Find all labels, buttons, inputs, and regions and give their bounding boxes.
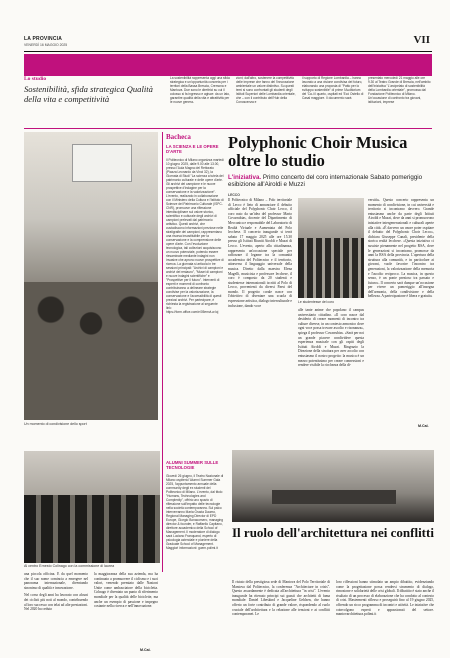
main-story-col-1: Il Politecnico di Milano – Polo territoriale di Lecco è lieto di annunciare il debutto ufficiale del Polyphonic Choir Lecco, il coro nato da un'idea del professor Mario Covarrubias, docente del Dipartimento di Meccanica e responsabile del Laboratorio di Realtà Virtuale e Aumentata del Polo lecchese. Il concerto inaugurale si terrà sabato 17 maggio 2025 alle ore 15.30 presso gli Istituti Riuniti Airoldi e Muzzi di Lecco. L'evento, aperto alla cittadinanza, rappresenta un'occasione speciale per rafforzare il legame tra la comunità accademica del Politecnico e il territorio, attraverso il linguaggio universale della musica. Diretto dalla maestra Elena Magelli, musicista e professore lecchese, il coro è composto da 20 studenti e studentesse internazionali iscritti al Polo di Lecco, provenienti da diversi Paesi del mondo. Il progetto corale nasce con l'obiettivo di diventare una scuola di espressione artistica, dialogo interculturale e inclusione, dando voce [228, 198, 292, 308]
second-story-col-2: loro riflessioni hanno stimolato un ampio dibattito, evidenziando come la progettazione possa rendersi strumento di dialogo, rimozione e solidarietà delle crisi globali. Il dibattito è stato anche il risultato di un processo di elaborazione che ha condotto al contesto di crisi. Mastermenti riflesso e proseguirà fino al 19 giugno 2025, offrendo un ricco programma di incontri e attività. Le iniziative che coinvolgono esperti e appassionati del settore. mantovarchitettura.polimi.it [336, 580, 434, 617]
top-story-rule [24, 128, 432, 129]
conference-photo [24, 132, 158, 420]
main-story-col-2: alle tante anime che popolano il campus universitario cittadino. «Il coro nasce dal desiderio di creare momenti di incontro tra culture diverse, in un contesto armonico dove ogni voce possa trovare ascolto e risonanza», spiega il professor Covarrubias. «Sarà per noi un grande piacere condividere questa esperienza musicale con gli ospiti degli Istituti Airoldi e Muzzi. Ringrazio la Direzione della struttura per aver accolto con entusiasmo il nostro progetto: la musica è un mezzo potentissimo per creare connessioni e rendere visibile la ricchezza della di- [298, 308, 364, 368]
masthead-rule [24, 51, 432, 52]
top-story-headline: Sostenibilità, sfida strategica Qualità della vita e competitività [24, 84, 153, 104]
colnago-para-2: Nel corso degli anni ha lavorato con alcuni dei ciclisti più noti al mondo, contribuendo al loro successo con telai ad alte prestazioni. Nel 2020 ha ceduto [24, 593, 88, 612]
second-story-col-1: Il ristato della prestigiosa sede di Mantova del Polo Territoriale di Mantova dal Politecnico, la conferenza "Architecture in crisis". Questo assurdamente è dedicata all'architettura "in crisi". L'evento inaugurale ha ritenuto principi sui guasti che architetti di fama mondiale: Daniel Libeskind e Jacqueline Gehlsen, che hanno offerto un forte contributo di grande valore, rispondendo al ruolo cruciale dell'architettura e la relazione alle tensioni e ai conflitti contemporanei. Le [232, 580, 330, 617]
sidebar-divider [162, 132, 163, 572]
main-story-signature: M.Cal. [418, 424, 429, 428]
main-story-col-3: versità». Questo concerto rappresenta un momento di condivisione, in cui università e territorio si incontrano davvero. Grande entusiasmo anche da parte degli Istituti Airoldi e Muzzi, dove da anni si promuovono iniziative intergenerazionali e culturali aperte alla città. «È davvero un onore poter ospitare il debutto del Polyphonic Choir Lecco», dichiara Giuseppe Canali, presidente della storica realtà lecchese. «Questa iniziativa ci sussiste pienamente nel progetto RSA, dove le generazioni si incontrano, promosse da anni la RSA della provincia. L'apertura della struttura alla comunità, e in particolare ai giovani, vuole favorire l'incontro tra generazioni, la valorizzazione della memoria e l'ascolto reciproco. La musica, in questo senso, è un ponte prezioso tra passato e futuro». Il concerto sarà dunque un'occasione per vivere un pomeriggio all'insegna dell'armonia, della condivisione e della bellezza. A partecipazione è libera e gratuita. [368, 198, 434, 299]
colnago-text: la maggioranza della sua azienda, ma ha continuato a promuovere il ciclismo e i suoi valori, venendo premiato dalle Nazioni Unite come ambasciatore della bicicletta. Colnago è diventato un punto di riferimento mondiale per la qualità delle biciclette, ma anche un esempio di passione e impegno costante nella ricerca e nell'innovazione. [94, 572, 158, 609]
main-story-kicker-strong: L'iniziativa. [228, 174, 262, 181]
photo2-caption: Al centro Ernesto Colinago con la commissione di laurea [24, 564, 115, 568]
sidebar-item-2-body: Giovedì 26 giugno, il Teatro Nazionale di Milano ospiterà l'Alumni Summer Gala 2025, l'appuntamento annuale della community degli ex studenti del Politecnico di Milano. L'evento, dal titolo "Humans, Technologies and Complexity", offrirà uno spazio di riflessione sull'impatto delle tecnologie nella società contemporanea. Sul palco interverranno Maria Grazia Daumo, Regional Managing Director di EPD Europe, Giorgio Bonacorsero, managing director & founder, e Raffaello Capitano, direttore accademico della School of Management. Il moderatore di dialogo sarà Luciano Franquand, esperto di psicologia aziendale e pioniere della Graduate School of Management. Maggiori informazioni: guem.polimi.it [166, 474, 224, 550]
sidebar-item-1-body: Il Politecnico di Milano organizza martedì 10 giugno 2025, dalle 9.00 alle 13.00, presso l'Aula Magna del Rettorato (Piazza Leonardo da Vinci 32), la Giornata di Studi "La scienza a tutela del patrimonio culturale e delle opere d'arte. Gli archivi del campione e le nuove prospettive d'indagine per la conservazione e la valorizzazione". L'evento, realizzato in collaborazione con il Ministero della Cultura e l'Istituto di Scienze del Patrimonio Culturale (ISPC-CNR), promuove una riflessione interdisciplinare sul valore storico, scientifico e culturale degli archivi di campioni prelevati dal patrimonio artistico. Questi archivi, che custodiscono informazioni preziose nelle stratigrafie dei campioni, rappresentano una risorsa insostituibile per la conservazione e la comprensione delle opere d'arte. Con l'evoluzione tecnologica, tali collezioni acquisiscono un nuovo potenziale, potendo essere riesaminate mediante indagini non invasive che aprono nuove prospettive di ricerca. La giornata si articola in tre sessioni principali: "Archivi di campioni e archivi del restauro", "Musei di campioni e nuove indagini scientifiche" e "Prospettive per il futuro". Interventi di esperti e momenti di confronto contribuiranno a delineare strategie condivise per la valorizzazione, la conservazione e l'accessibilità di questi preziosi archivi. Per partecipare, è richiesta la registrazione al seguente link: https://form.office.com/e/05emvLw.loj [166, 158, 224, 314]
top-story-col-1: La sostenibilità rappresenta oggi una sfida strategica e un'opportunità concreta per i territori della Bassa Brescia, Cremona e Mantova. Due sono le direttrici su cui il colosso si fa ingresso e agisce: da un lato, garantire qualità della vita e attrattività per le nuove genera- [170, 76, 230, 104]
paper-name: LA PROVINCIA [24, 36, 63, 42]
audience-silhouettes [24, 282, 158, 420]
main-story-kicker-text: Primo concerto del coro internazionale Sabato pomeriggio esibizione all'Airoldi e Muzzi [228, 174, 423, 189]
choir-photo [298, 198, 364, 298]
panel-table [272, 490, 396, 504]
colnago-signature: M.Cal. [140, 648, 151, 652]
top-story-col-4: presentato mercoledì 21 maggio alle ore 9.30 al Teatro Grande di Brescia, nell'ambito dell'iniziativa "L'arcipelato di sostenibilità della Lombardia orientale", promossa dal Fondazione Politecnico di Milano. Un'occasione di confronto tra giovani, istituzioni, imprese [368, 76, 431, 104]
colnago-para-1: una piccola officina. E da quel momento che il suo nome comincia a emergere nel panorama internazionale, diventando sinonimo di qualità e innovazione. [24, 572, 88, 590]
top-story-kicker: Lo studio [24, 76, 47, 82]
architecture-photo [232, 450, 434, 522]
graduation-photo [24, 451, 160, 563]
masthead [24, 34, 432, 50]
sidebar-section: Bacheca [166, 133, 191, 141]
sidebar-item-1-title: LA SCIENZA E LE OPERE D'ARTE [166, 144, 219, 154]
sidebar-item-2-title: ALUMNI SUMMER SULLE TECNOLOGIE [166, 460, 219, 470]
issue-date: VENERDÌ 16 MAGGIO 2025 [24, 43, 68, 47]
main-story-headline: Polyphonic Choir Musica oltre lo studio [228, 133, 408, 170]
top-story-col-3: il supporto di Regione Lombardia – hanno lavorato a una visione condivisa del futuro, elaborando una proposta di "Patto per lo sviluppo sostenibile" di prime l'Auditorium del 'Ca-i il quarto, ospitati ed 'Ecò Ostello di Casal maggiore. Il documento sarà [302, 76, 364, 100]
second-story-headline: Il ruolo dell'architettura nei conflitti [232, 525, 434, 540]
top-story-col-2: zioni; dall'altro, sostenere la competitività delle imprese che fanno del l'innovazione ambientale un valore distintivo. Su questi temi si sono confrontati gli studenti degli Istituti Superiori delle Lombardia orientale, che – con il contributo dell'Hub della Conoscenza e [236, 76, 296, 104]
top-story [24, 54, 432, 76]
projector-screen [72, 144, 132, 182]
page-number: VII [413, 34, 430, 46]
colnago-col-1 [24, 572, 88, 652]
main-story-dateline: LECCO [228, 193, 240, 197]
photo3-caption: Le studentesse del coro [298, 300, 335, 304]
choir-singers [298, 238, 364, 298]
photo1-caption: Un momento di condivisione dello sport [24, 422, 87, 426]
gowns [24, 495, 160, 563]
colnago-col-2 [94, 572, 158, 648]
main-story-kicker [228, 174, 434, 189]
